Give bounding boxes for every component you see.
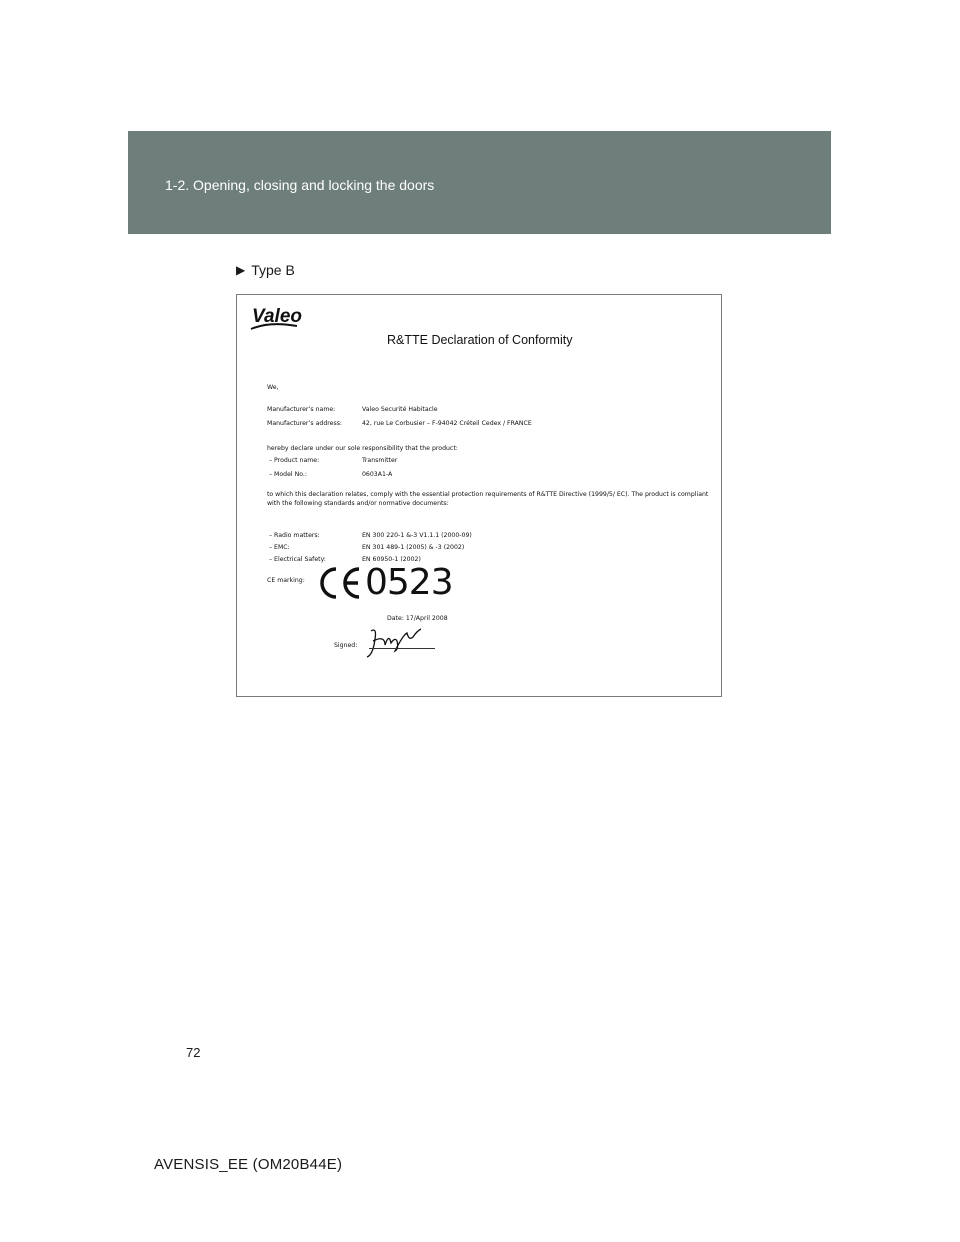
radio-value: EN 300 220-1 &-3 V1.1.1 (2000-09): [362, 532, 472, 539]
declare-text: hereby declare under our sole responsibility that the product:: [267, 445, 458, 452]
type-label-text: Type B: [251, 262, 295, 278]
ce-number: 0523: [365, 562, 453, 603]
signed-label: Signed:: [334, 642, 358, 649]
type-label: [236, 262, 295, 278]
statement-text: to which this declaration relates, comply with the essential protection requirements of R&TTE Directive (1999/5/ EC). The product is compliant with the following standards and/or normative documents:: [267, 491, 709, 507]
ce-marking-label: CE marking:: [267, 577, 305, 584]
model-no-label: – Model No.:: [269, 471, 307, 478]
doc-title: R&TTE Declaration of Conformity: [387, 333, 573, 347]
manufacturer-name-label: Manufacturer’s name:: [267, 406, 336, 413]
signature: [363, 625, 423, 659]
svg-text:Valeo: Valeo: [252, 306, 302, 327]
safety-value: EN 60950-1 (2002): [362, 556, 421, 563]
page-number: 72: [186, 1045, 201, 1060]
signature-line: [369, 648, 435, 649]
section-title: 1-2. Opening, closing and locking the doors: [165, 177, 435, 193]
manufacturer-address-value: 42, rue Le Corbusier – F-94042 Créteil Cedex / FRANCE: [362, 420, 532, 427]
emc-value: EN 301 489-1 (2005) & -3 (2002): [362, 544, 465, 551]
footer-code: AVENSIS_EE (OM20B44E): [154, 1156, 343, 1173]
manufacturer-name-value: Valeo Securité Habitacle: [362, 406, 438, 413]
emc-label: – EMC:: [269, 544, 290, 551]
product-name-label: – Product name:: [269, 457, 320, 464]
ce-logo-icon: [315, 565, 363, 601]
valeo-logo: [249, 303, 315, 333]
safety-label: – Electrical Safety:: [269, 556, 326, 563]
radio-label: – Radio matters:: [269, 532, 320, 539]
manufacturer-address-label: Manufacturer’s address:: [267, 420, 343, 427]
model-no-value: 0603A1-A: [362, 471, 393, 478]
ce-mark: [315, 563, 453, 603]
header-band: [128, 131, 831, 234]
we-text: We,: [267, 384, 279, 391]
triangle-right-icon: ▶: [236, 263, 246, 277]
date-text: Date: 17/April 2008: [387, 615, 448, 622]
declaration-image: [236, 294, 722, 697]
product-name-value: Transmitter: [362, 457, 398, 464]
